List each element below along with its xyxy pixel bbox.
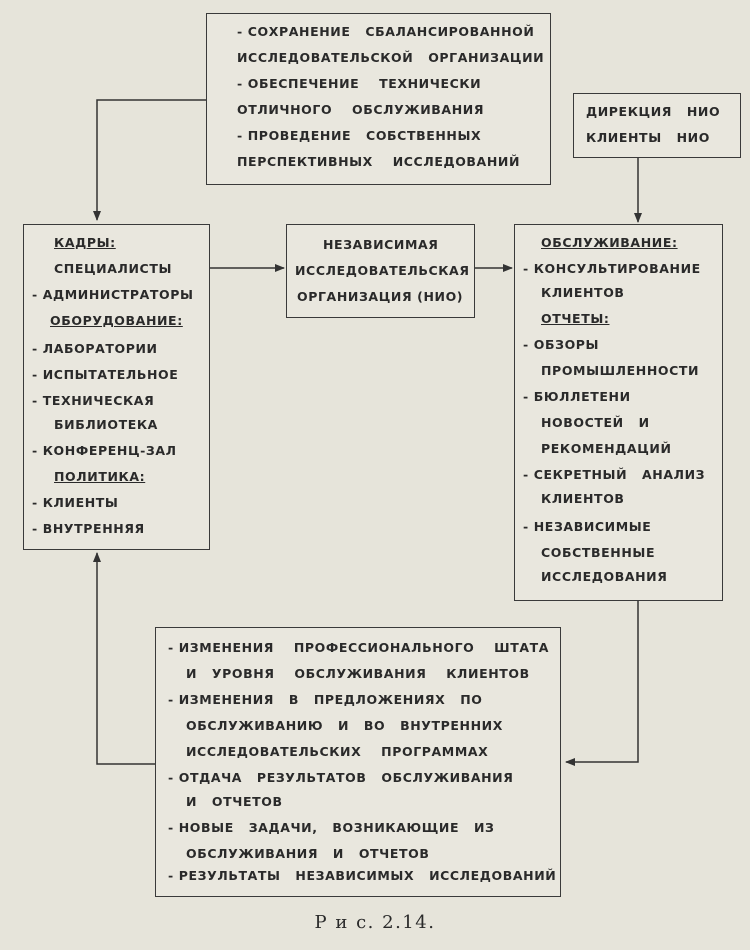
feedback-box	[155, 627, 561, 897]
resources-line: - ИСПЫТАТЕЛЬНОЕ	[32, 367, 179, 382]
feedback-line: - ИЗМЕНЕНИЯ В ПРЕДЛОЖЕНИЯХ ПО	[168, 692, 483, 707]
goals-line: ПЕРСПЕКТИВНЫХ ИССЛЕДОВАНИЙ	[237, 154, 521, 169]
goals-box	[206, 13, 551, 185]
feedback-line: - ОТДАЧА РЕЗУЛЬТАТОВ ОБСЛУЖИВАНИЯ	[168, 770, 514, 785]
services-line: НОВОСТЕЙ И	[541, 415, 650, 430]
feedback-line: ИССЛЕДОВАТЕЛЬСКИХ ПРОГРАММАХ	[186, 744, 489, 759]
section-heading: ОТЧЕТЫ:	[541, 311, 610, 326]
services-line: - БЮЛЛЕТЕНИ	[523, 389, 631, 404]
services-line: СОБСТВЕННЫЕ	[541, 545, 656, 560]
section-heading: КАДРЫ:	[54, 235, 116, 250]
direction-line: ДИРЕКЦИЯ НИО	[586, 104, 721, 119]
goals-line: ИССЛЕДОВАТЕЛЬСКОЙ ОРГАНИЗАЦИИ	[237, 50, 545, 65]
resources-box	[23, 224, 210, 550]
services-line: ПРОМЫШЛЕННОСТИ	[541, 363, 700, 378]
services-line: КЛИЕНТОВ	[541, 491, 625, 506]
resources-line: - КЛИЕНТЫ	[32, 495, 119, 510]
section-heading: ПОЛИТИКА:	[54, 469, 146, 484]
feedback-line: ОБСЛУЖИВАНИЯ И ОТЧЕТОВ	[186, 846, 430, 861]
section-heading: ОБОРУДОВАНИЕ:	[50, 313, 183, 328]
center-line: ОРГАНИЗАЦИЯ (НИО)	[297, 289, 464, 304]
resources-line: - ТЕХНИЧЕСКАЯ	[32, 393, 155, 408]
resources-line: БИБЛИОТЕКА	[54, 417, 158, 432]
feedback-line: ОБСЛУЖИВАНИЮ И ВО ВНУТРЕННИХ	[186, 718, 503, 733]
goals-line: ОТЛИЧНОГО ОБСЛУЖИВАНИЯ	[237, 102, 485, 117]
feedback-line: - РЕЗУЛЬТАТЫ НЕЗАВИСИМЫХ ИССЛЕДОВАНИЙ	[168, 868, 557, 883]
services-line: - НЕЗАВИСИМЫЕ	[523, 519, 652, 534]
resources-line: - ВНУТРЕННЯЯ	[32, 521, 145, 536]
services-line: КЛИЕНТОВ	[541, 285, 625, 300]
goals-line: - ПРОВЕДЕНИЕ СОБСТВЕННЫХ	[237, 128, 482, 143]
services-line: - ОБЗОРЫ	[523, 337, 600, 352]
center-line: ИССЛЕДОВАТЕЛЬСКАЯ	[295, 263, 470, 278]
services-line: РЕКОМЕНДАЦИЙ	[541, 441, 672, 456]
direction-box	[573, 93, 741, 158]
feedback-line: - НОВЫЕ ЗАДАЧИ, ВОЗНИКАЮЩИЕ ИЗ	[168, 820, 495, 835]
arrow-feedback-to-resources	[97, 553, 155, 764]
services-line: - КОНСУЛЬТИРОВАНИЕ	[523, 261, 701, 276]
services-line: - СЕКРЕТНЫЙ АНАЛИЗ	[523, 467, 706, 482]
resources-line: СПЕЦИАЛИСТЫ	[54, 261, 173, 276]
feedback-line: И ОТЧЕТОВ	[186, 794, 283, 809]
resources-line: - АДМИНИСТРАТОРЫ	[32, 287, 194, 302]
resources-line: - КОНФЕРЕНЦ-ЗАЛ	[32, 443, 177, 458]
goals-line: - СОХРАНЕНИЕ СБАЛАНСИРОВАННОЙ	[237, 24, 535, 39]
arrow-goals-to-resources	[97, 100, 206, 220]
section-heading: ОБСЛУЖИВАНИЕ:	[541, 235, 678, 250]
goals-line: - ОБЕСПЕЧЕНИЕ ТЕХНИЧЕСКИ	[237, 76, 482, 91]
arrow-services-to-feedback	[566, 601, 638, 762]
figure-caption: Р и с. 2.14.	[314, 912, 436, 933]
center-box	[286, 224, 475, 318]
services-line: ИССЛЕДОВАНИЯ	[541, 569, 668, 584]
feedback-line: И УРОВНЯ ОБСЛУЖИВАНИЯ КЛИЕНТОВ	[186, 666, 530, 681]
services-box	[514, 224, 723, 601]
direction-line: КЛИЕНТЫ НИО	[586, 130, 710, 145]
feedback-line: - ИЗМЕНЕНИЯ ПРОФЕССИОНАЛЬНОГО ШТАТА	[168, 640, 550, 655]
center-line: НЕЗАВИСИМАЯ	[323, 237, 439, 252]
resources-line: - ЛАБОРАТОРИИ	[32, 341, 158, 356]
